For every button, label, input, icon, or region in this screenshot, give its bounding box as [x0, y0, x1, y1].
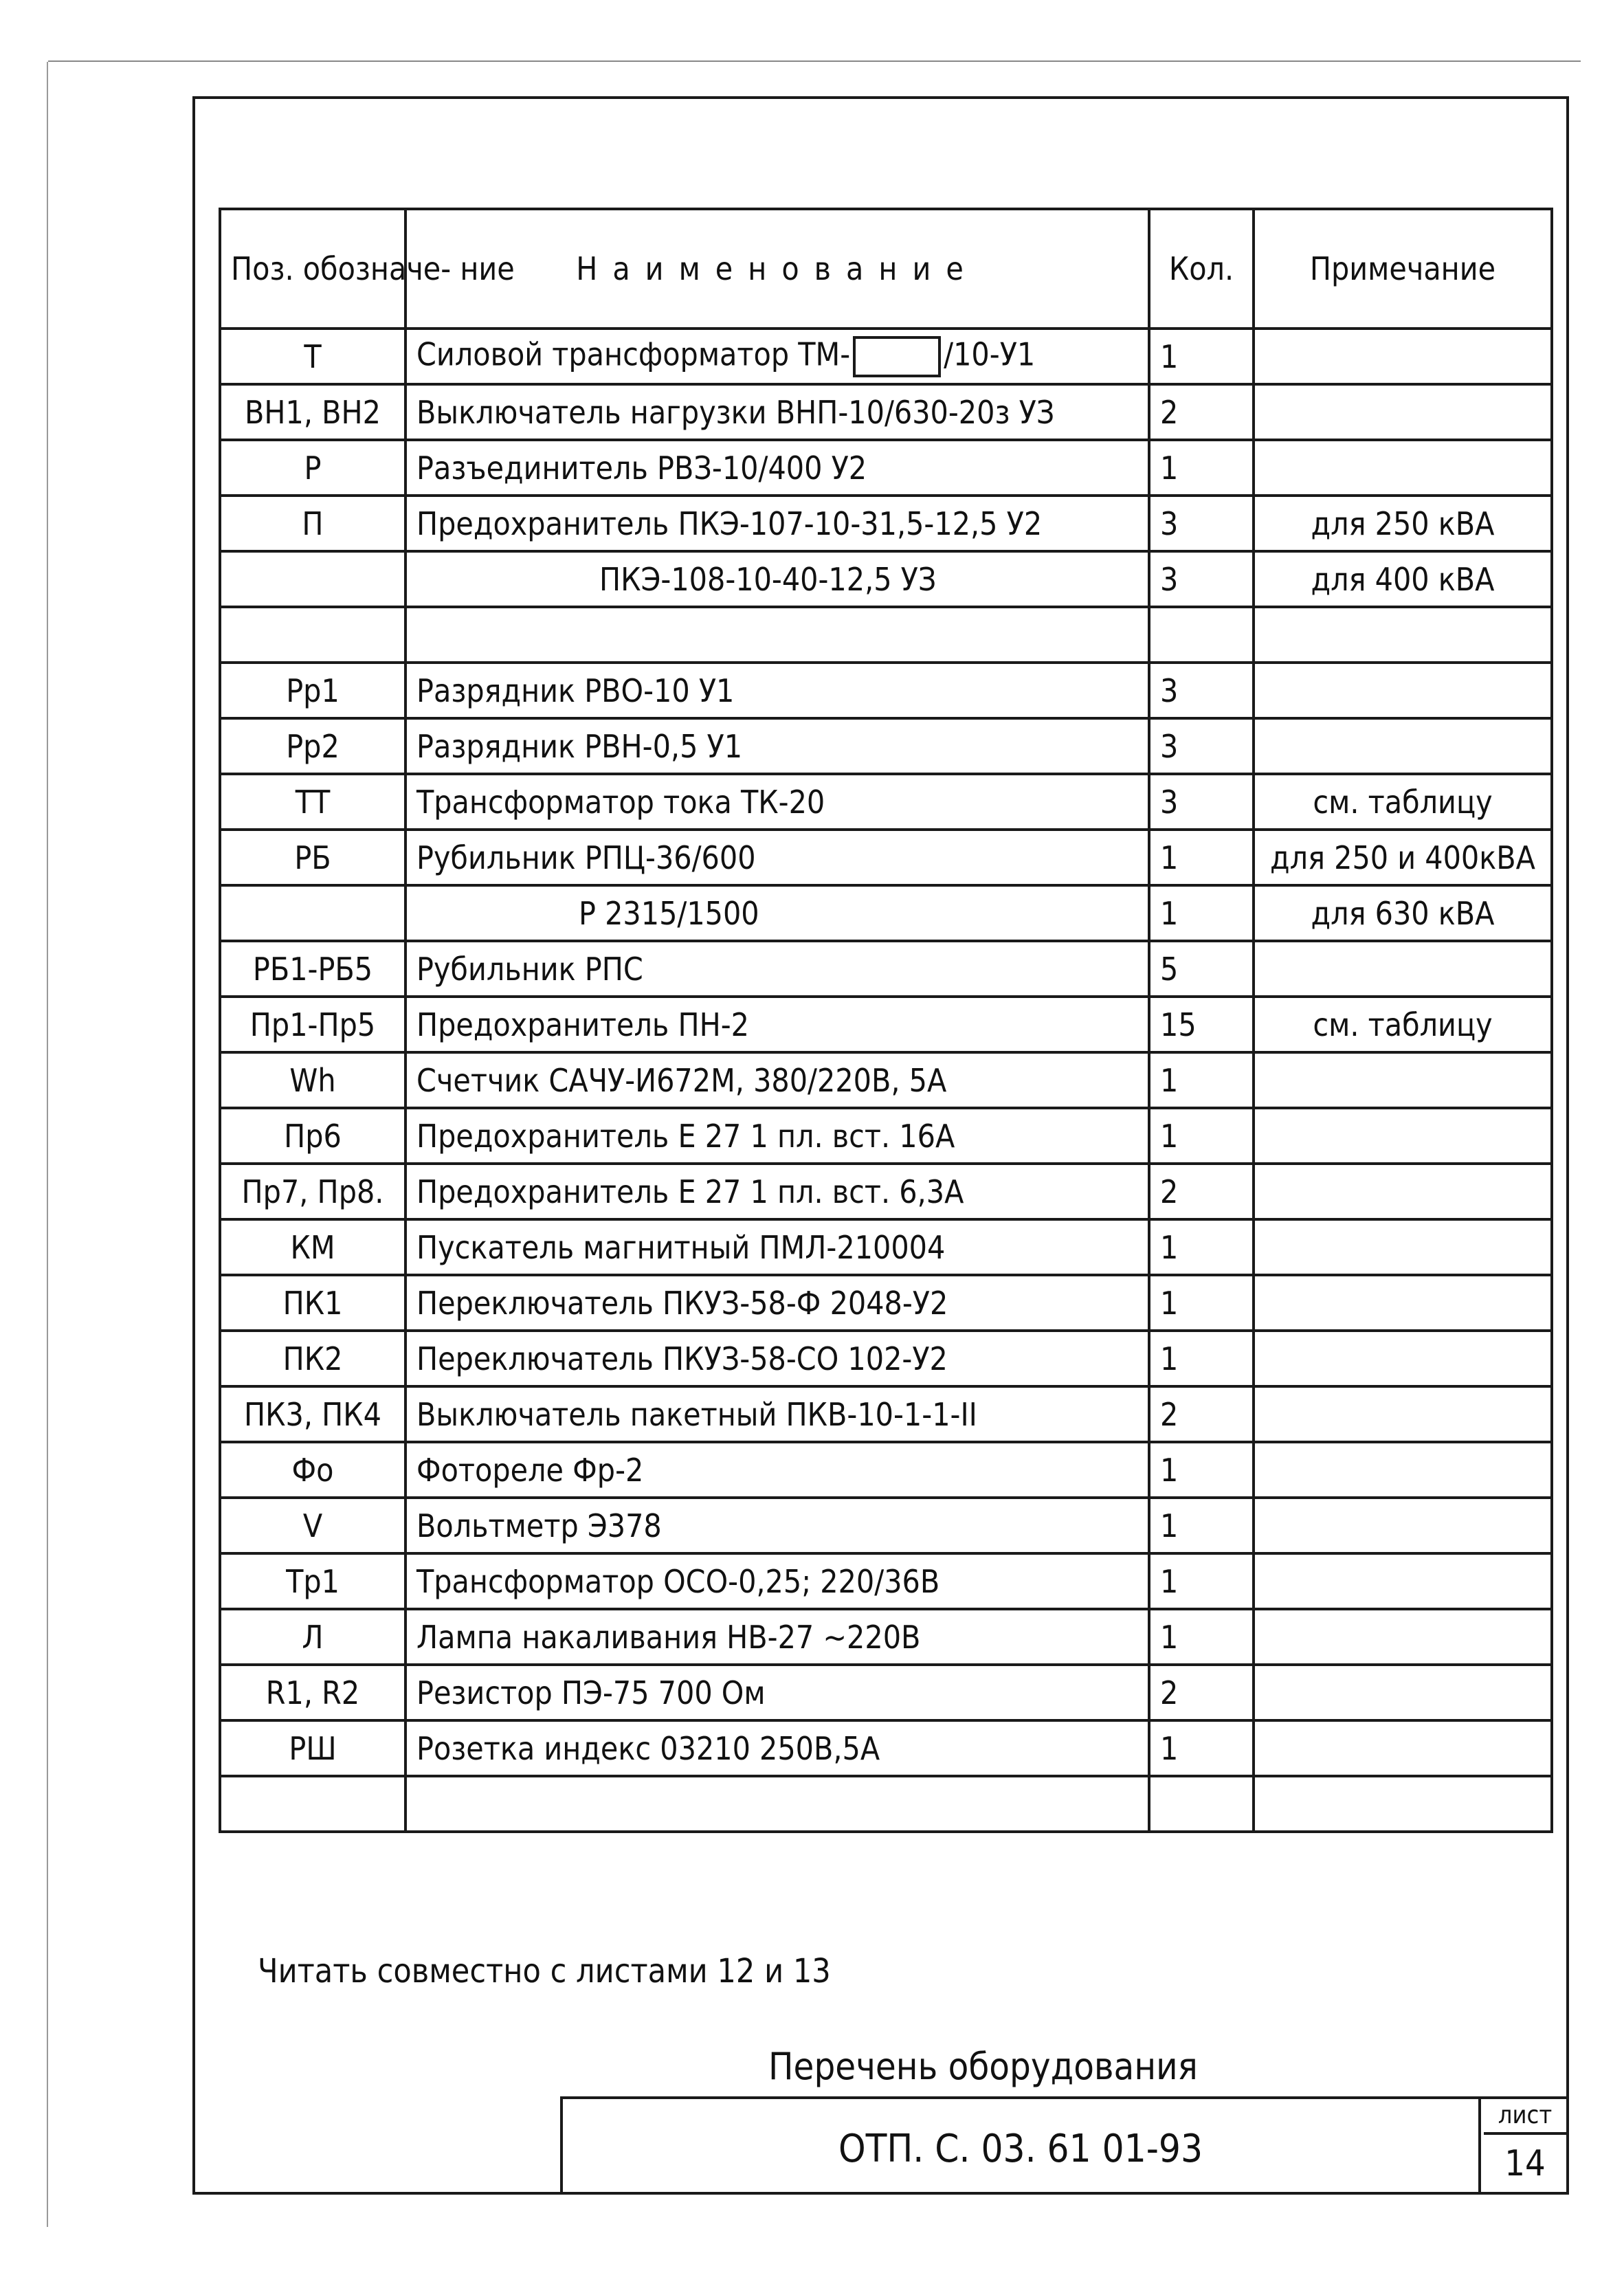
- cell-position: Т: [220, 329, 405, 384]
- header-note: Примечание: [1254, 209, 1552, 329]
- table-row: [220, 1164, 1552, 1219]
- name-text: Силовой трансформатор ТМ-: [416, 335, 851, 373]
- cell-quantity: [1149, 607, 1254, 663]
- cell-quantity: 3: [1149, 718, 1254, 774]
- table-row: [220, 496, 1552, 551]
- cell-name: Предохранитель ПКЭ-107-10-31,5-12,5 У2: [405, 496, 1149, 551]
- cell-position: Пр7, Пр8.: [220, 1164, 405, 1219]
- cell-note: [1254, 1609, 1552, 1665]
- cell-note: [1254, 607, 1552, 663]
- table-row: [220, 607, 1552, 663]
- table-row: [220, 1219, 1552, 1275]
- cell-quantity: 1: [1149, 329, 1254, 384]
- cell-name: Резистор ПЭ-75 700 Ом: [405, 1665, 1149, 1720]
- table-row: [220, 1665, 1552, 1720]
- cell-name: Фотореле Фр-2: [405, 1442, 1149, 1498]
- cell-quantity: 2: [1149, 384, 1254, 440]
- cell-quantity: 1: [1149, 830, 1254, 885]
- cell-note: [1254, 1164, 1552, 1219]
- equipment-table: [219, 208, 1553, 1833]
- cell-note: см. таблицу: [1254, 997, 1552, 1052]
- cell-name: Переключатель ПКУЗ-58-Ф 2048-У2: [405, 1275, 1149, 1331]
- cell-position: ВН1, ВН2: [220, 384, 405, 440]
- cell-name: Счетчик САЧУ-И672М, 380/220В, 5А: [405, 1052, 1149, 1108]
- table-row: [220, 885, 1552, 941]
- table-header-row: [220, 209, 1552, 329]
- cell-note: [1254, 1442, 1552, 1498]
- cell-note: см. таблицу: [1254, 774, 1552, 830]
- cell-quantity: 1: [1149, 1720, 1254, 1776]
- power-rating-blank-box: [853, 336, 941, 377]
- table-row: [220, 1553, 1552, 1609]
- table-row: [220, 329, 1552, 384]
- cell-note: [1254, 1386, 1552, 1442]
- cell-name: Разрядник РВН-0,5 У1: [405, 718, 1149, 774]
- cell-name: Розетка индекс 03210 250В,5А: [405, 1720, 1149, 1776]
- cell-position: ПК2: [220, 1331, 405, 1386]
- table-row: [220, 997, 1552, 1052]
- table-row: [220, 1609, 1552, 1665]
- cell-quantity: 1: [1149, 885, 1254, 941]
- cell-note: [1254, 1498, 1552, 1553]
- cell-quantity: 1: [1149, 1442, 1254, 1498]
- cell-name: [405, 1776, 1149, 1832]
- table-row: [220, 663, 1552, 718]
- cell-note: [1254, 1108, 1552, 1164]
- cell-name: Лампа накаливания НВ-27 ~220В: [405, 1609, 1149, 1665]
- table-row: [220, 1386, 1552, 1442]
- header-quantity: Кол.: [1149, 209, 1254, 329]
- cell-quantity: 1: [1149, 1219, 1254, 1275]
- sheet-number: 14: [1504, 2143, 1546, 2184]
- cell-note: [1254, 1219, 1552, 1275]
- header-name: Наименование: [405, 209, 1149, 329]
- cell-note: [1254, 718, 1552, 774]
- cell-name: Выключатель пакетный ПКВ-10-1-1-II: [405, 1386, 1149, 1442]
- cell-position: Пр1-Пр5: [220, 997, 405, 1052]
- cell-quantity: 2: [1149, 1164, 1254, 1219]
- table-row: [220, 1442, 1552, 1498]
- table-row: [220, 384, 1552, 440]
- cell-name: Пускатель магнитный ПМЛ-210004: [405, 1219, 1149, 1275]
- table-row: [220, 1776, 1552, 1832]
- cell-quantity: 1: [1149, 1498, 1254, 1553]
- cell-position: Р: [220, 440, 405, 496]
- cell-note: для 250 кВА: [1254, 496, 1552, 551]
- cell-note: для 630 кВА: [1254, 885, 1552, 941]
- cell-name: Разрядник РВО-10 У1: [405, 663, 1149, 718]
- cell-position: ПК1: [220, 1275, 405, 1331]
- cell-position: [220, 885, 405, 941]
- cell-position: V: [220, 1498, 405, 1553]
- name-text-suffix: /10-У1: [944, 335, 1036, 373]
- cell-quantity: [1149, 1776, 1254, 1832]
- cell-name: Трансформатор тока ТК-20: [405, 774, 1149, 830]
- cell-name: Рубильник РПС: [405, 941, 1149, 997]
- cell-note: для 400 кВА: [1254, 551, 1552, 607]
- cell-quantity: 3: [1149, 551, 1254, 607]
- cell-quantity: 2: [1149, 1665, 1254, 1720]
- cell-note: [1254, 440, 1552, 496]
- cell-note: [1254, 1665, 1552, 1720]
- table-row: [220, 1108, 1552, 1164]
- table-row: [220, 551, 1552, 607]
- cell-position: Тр1: [220, 1553, 405, 1609]
- cell-name: Р 2315/1500: [405, 885, 1149, 941]
- cell-position: [220, 607, 405, 663]
- cell-name: Рубильник РПЦ-36/600: [405, 830, 1149, 885]
- sheet-label: лист: [1484, 2099, 1566, 2135]
- table-row: [220, 774, 1552, 830]
- cell-position: РБ: [220, 830, 405, 885]
- cell-name: Переключатель ПКУЗ-58-СО 102-У2: [405, 1331, 1149, 1386]
- scan-left-edge: [47, 62, 48, 2227]
- table-row: [220, 1052, 1552, 1108]
- cell-name: Предохранитель Е 27 1 пл. вст. 6,3А: [405, 1164, 1149, 1219]
- cell-quantity: 3: [1149, 663, 1254, 718]
- cell-quantity: 5: [1149, 941, 1254, 997]
- document-code: ОТП. С. 03. 61 01-93: [838, 2127, 1203, 2171]
- cell-name: Выключатель нагрузки ВНП-10/630-20з УЗ: [405, 384, 1149, 440]
- cell-name: Трансформатор ОСО-0,25; 220/36В: [405, 1553, 1149, 1609]
- cell-note: [1254, 384, 1552, 440]
- cell-position: Пр6: [220, 1108, 405, 1164]
- table-row: [220, 1331, 1552, 1386]
- table-row: [220, 1720, 1552, 1776]
- cell-note: [1254, 1052, 1552, 1108]
- cell-quantity: 1: [1149, 1331, 1254, 1386]
- table-row: [220, 440, 1552, 496]
- cell-note: для 250 и 400кВА: [1254, 830, 1552, 885]
- cell-name: Вольтметр Э378: [405, 1498, 1149, 1553]
- cell-quantity: 3: [1149, 774, 1254, 830]
- cell-position: R1, R2: [220, 1665, 405, 1720]
- cell-name: ПКЭ-108-10-40-12,5 УЗ: [405, 551, 1149, 607]
- cell-name: Предохранитель Е 27 1 пл. вст. 16А: [405, 1108, 1149, 1164]
- header-position: Поз. обозначе- ние: [220, 209, 405, 329]
- cell-name: [405, 607, 1149, 663]
- cell-quantity: 1: [1149, 1052, 1254, 1108]
- cell-position: РБ1-РБ5: [220, 941, 405, 997]
- cell-note: [1254, 1553, 1552, 1609]
- cell-note: [1254, 1275, 1552, 1331]
- cell-quantity: 15: [1149, 997, 1254, 1052]
- cell-quantity: 1: [1149, 440, 1254, 496]
- cell-position: [220, 1776, 405, 1832]
- cell-quantity: 1: [1149, 1275, 1254, 1331]
- table-row: [220, 941, 1552, 997]
- cell-position: [220, 551, 405, 607]
- cell-name: [405, 329, 1149, 384]
- table-row: [220, 1498, 1552, 1553]
- cell-position: ПК3, ПК4: [220, 1386, 405, 1442]
- cell-quantity: 1: [1149, 1609, 1254, 1665]
- cell-position: Рр2: [220, 718, 405, 774]
- cell-position: Л: [220, 1609, 405, 1665]
- cell-name: Предохранитель ПН-2: [405, 997, 1149, 1052]
- cell-note: [1254, 1720, 1552, 1776]
- title-block: [560, 2096, 1566, 2193]
- cell-note: [1254, 329, 1552, 384]
- title-block-divider: [1478, 2099, 1481, 2193]
- cell-quantity: 1: [1149, 1553, 1254, 1609]
- cell-quantity: 3: [1149, 496, 1254, 551]
- cell-position: Рр1: [220, 663, 405, 718]
- cell-note: [1254, 663, 1552, 718]
- cell-note: [1254, 1776, 1552, 1832]
- table-row: [220, 830, 1552, 885]
- sheet-title: Перечень оборудования: [768, 2045, 1198, 2088]
- cell-name: Разъединитель РВЗ-10/400 У2: [405, 440, 1149, 496]
- cell-position: ТТ: [220, 774, 405, 830]
- cell-position: П: [220, 496, 405, 551]
- cell-position: РШ: [220, 1720, 405, 1776]
- cell-position: Фо: [220, 1442, 405, 1498]
- table-row: [220, 718, 1552, 774]
- cell-note: [1254, 941, 1552, 997]
- cell-quantity: 2: [1149, 1386, 1254, 1442]
- cell-quantity: 1: [1149, 1108, 1254, 1164]
- cell-position: Wh: [220, 1052, 405, 1108]
- table-row: [220, 1275, 1552, 1331]
- cell-position: КМ: [220, 1219, 405, 1275]
- read-together-note: Читать совместно с листами 12 и 13: [258, 1952, 831, 1991]
- cell-note: [1254, 1331, 1552, 1386]
- scan-top-edge: [48, 60, 1581, 62]
